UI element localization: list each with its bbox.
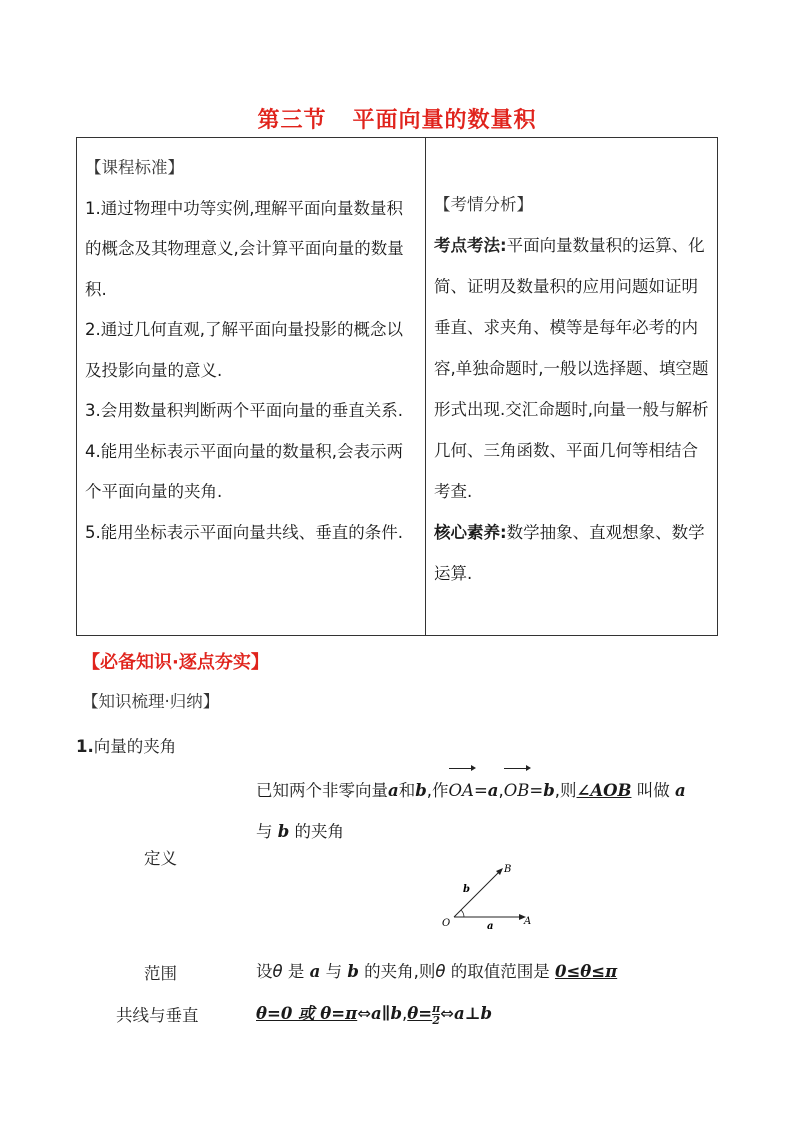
vector-oa: OA [449,770,474,811]
def-text-2: 和 [398,781,416,800]
theta-symbol: θ [272,962,283,981]
item-heading [76,733,176,757]
course-standards-heading: 【课程标准】 [85,158,184,177]
range-text [256,958,617,982]
point-o-label: O [442,918,451,929]
standard-item-2: 2.通过几何直观,了解平面向量投影的概念以及投影向量的意义. [85,320,403,380]
range-answer: 0≤θ≤π [554,962,618,981]
definition-text [256,770,726,852]
def-text-7: 的夹角 [294,822,345,841]
perpendicular-answer [407,1002,441,1027]
suyang-paragraph [434,512,711,594]
range-vector-b: b [347,962,359,981]
item-number: 1. [76,737,94,756]
standard-item-3: 3.会用数量积判断两个平面向量的垂直关系. [85,401,403,420]
pi-over-two [432,1003,440,1026]
suyang-text: 数学抽象、直观想象、数学运算. [434,523,705,583]
angle-arc [461,910,464,917]
vector-ob: OB [504,770,530,811]
def-eq-2: = [529,781,544,800]
essential-knowledge-heading: 【必备知识·逐点夯实】 [82,652,269,673]
range-text-1: 设 [256,962,273,981]
suyang-label: 核心素养: [434,523,507,542]
range-label: 范围 [144,964,177,983]
angle-aob-answer: ∠AOB [576,781,632,800]
definition-label: 定义 [144,849,177,868]
vector-b: b [415,781,427,800]
def-text-4: ,则 [554,781,577,800]
vector-b-2: b [543,781,555,800]
standards-table [76,137,718,636]
vector-a-2: a [487,781,499,800]
frac-denominator: 2 [432,1014,440,1027]
standard-item-1: 1.通过物理中功等实例,理解平面向量数量积的概念及其物理意义,会计算平面向量的数量积. [85,198,404,299]
frac-numerator: π [432,1002,441,1015]
range-text-3: 与 [325,962,343,981]
title-topic: 平面向量的数量积 [352,108,537,133]
def-text-3: ,作 [426,781,449,800]
perpendicular-condition: a⊥b [454,1004,493,1023]
range-text-4: 的夹角,则 [364,962,436,981]
title-section: 第三节 [257,108,327,133]
theta-symbol-2: θ [435,962,446,981]
theta-eq: θ= [407,1004,433,1023]
equiv-1: ⇔ [357,1004,372,1023]
range-vector-a: a [309,962,321,981]
kaodian-text: 平面向量数量积的运算、化简、证明及数量积的应用问题如证明垂直、求夹角、模等是每年必考的内容,单独命题时,一般以选择题、填空题形式出现.交汇命题时,向量一般与解析几何、三角函数、平面几何等相结合考查. [434,236,709,501]
standard-item-4: 4.能用坐标表示平面向量的数量积,会表示两个平面向量的夹角. [85,441,403,501]
cond-comma: , [402,1004,408,1023]
collinear-label: 共线与垂直 [116,1006,199,1025]
equiv-2: ⇔ [440,1004,454,1023]
range-text-2: 是 [287,962,305,981]
standard-item-5: 5.能用坐标表示平面向量共线、垂直的条件. [85,522,403,542]
vector-b-3: b [277,822,290,841]
collinear-condition [256,1000,492,1026]
collinear-answer: θ=0 或 θ=π [256,1004,358,1023]
knowledge-summary-heading: 【知识梳理·归纳】 [82,692,220,711]
point-a-label: A [524,916,532,927]
parallel-condition: a∥b [371,1004,403,1023]
ray-ob [454,871,500,917]
vector-b-label: b [463,884,470,895]
item-title: 向量的夹角 [93,737,177,756]
def-text-5: 叫做 [636,781,670,800]
exam-analysis-heading: 【考情分析】 [434,195,533,214]
def-text-1: 已知两个非零向量 [256,781,388,800]
def-text-6: 与 [256,822,273,841]
exam-analysis-cell [426,138,718,636]
page-title [0,103,794,134]
vector-a-label: a [487,921,494,932]
def-comma: , [498,781,504,800]
kaodian-paragraph [434,225,711,512]
range-text-5: 的取值范围是 [450,962,550,981]
kaodian-label: 考点考法: [434,236,507,255]
course-standards-cell [77,138,426,636]
vector-a-3: a [674,781,686,800]
def-eq-1: = [473,781,488,800]
point-b-label: B [504,864,512,875]
vector-a: a [388,781,399,800]
angle-diagram [436,856,546,936]
